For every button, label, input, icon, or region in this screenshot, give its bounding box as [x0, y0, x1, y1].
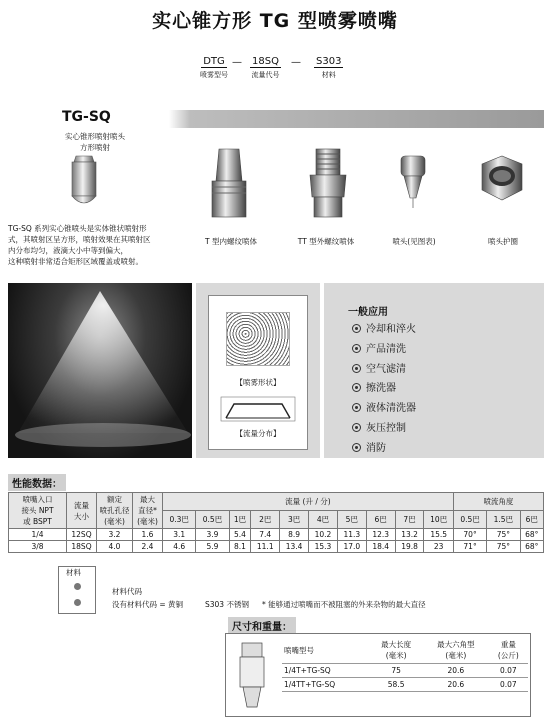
flow-distribution-graph	[220, 396, 296, 422]
applications-heading: 一般应用	[348, 307, 388, 318]
code-part-flow: 18SQ 流量代号	[251, 56, 280, 79]
col-angle: 喷流角度	[453, 493, 543, 511]
pressure-header: 5巴	[337, 511, 366, 529]
nozzle-outline-icon	[236, 641, 268, 713]
pattern-label: 【喷雾形状】	[235, 378, 281, 387]
material-code-label: 材料代码	[112, 587, 142, 596]
table-row: 3/8 18SQ 4.0 2.4 4.6 5.9 8.1 11.1 13.4 15.3 17.0 18.4 19.8 23 71° 75° 68°	[9, 541, 544, 553]
col-flow: 流量 (升 / 分)	[163, 493, 454, 511]
material-note: 没有材料代码 = 黄铜	[112, 600, 184, 609]
pressure-header: 0.3巴	[163, 511, 196, 529]
female-thread-body-icon	[206, 147, 252, 219]
code-dash: —	[232, 57, 242, 68]
performance-table	[8, 492, 544, 553]
spray-pattern-square	[226, 312, 290, 366]
page-title: 实心锥方形 TG 型喷雾喷嘴	[152, 10, 398, 32]
retainer-ring-icon	[478, 154, 526, 202]
section-title: TG-SQ	[62, 109, 111, 125]
table-row: 1/4TT+TG-SQ 58.5 20.6 0.07	[282, 678, 528, 692]
angle-pressure-header: 6巴	[520, 511, 543, 529]
tg-sq-nozzle-icon	[62, 152, 106, 212]
col-orifice: 额定 喷孔孔径 (毫米)	[97, 493, 133, 529]
pressure-header: 1巴	[229, 511, 251, 529]
pressure-header: 6巴	[366, 511, 395, 529]
application-item: 冷却和淬火	[352, 320, 416, 340]
nozzle-caption-1: 实心锥形喷射喷头	[65, 132, 125, 141]
bullet-icon	[352, 403, 361, 412]
pressure-header: 10巴	[424, 511, 453, 529]
material-dot-icon	[74, 599, 81, 606]
performance-heading: 性能数据：	[8, 474, 66, 491]
application-item: 空气滤清	[352, 360, 416, 380]
col-length: 最大长度 (毫米)	[369, 637, 423, 664]
bullet-icon	[352, 364, 361, 373]
col-size: 流量 大小	[67, 493, 97, 529]
applications-list	[352, 320, 416, 459]
part-label-male-body: TT 型外螺纹喷体	[297, 237, 355, 246]
application-item: 灰压控制	[352, 419, 416, 439]
bullet-icon	[352, 324, 361, 333]
application-item: 擦洗器	[352, 379, 416, 399]
bullet-icon	[352, 423, 361, 432]
material-dot-icon	[74, 583, 81, 590]
bullet-icon	[352, 443, 361, 452]
pressure-header: 2巴	[251, 511, 280, 529]
application-item: 产品清洗	[352, 340, 416, 360]
col-model: 喷嘴型号	[282, 637, 369, 664]
angle-pressure-header: 0.5巴	[453, 511, 486, 529]
description: TG-SQ 系列实心锥喷头是实体锥状喷射形 式，其喷射区呈方形，喷射效果在其喷射区 内分布均匀，液滴大小中等到偏大， 这种喷射非常适合矩形区域覆盖或喷射。	[8, 224, 151, 266]
application-item: 消防	[352, 439, 416, 459]
col-inlet: 喷嘴入口 接头 NPT 或 BSPT	[9, 493, 67, 529]
part-label-female-body: T 型内螺纹喷体	[205, 237, 257, 246]
part-label-retainer: 喷头护圈	[488, 237, 518, 246]
dimensions-heading: 尺寸和重量：	[228, 617, 296, 634]
application-item: 液体清洗器	[352, 399, 416, 419]
code-dash: —	[291, 57, 301, 68]
code-part-material: S303 材料	[316, 56, 342, 79]
pressure-header: 3巴	[280, 511, 309, 529]
material-label: 材料	[66, 568, 81, 577]
pressure-header: 4巴	[309, 511, 338, 529]
col-weight: 重量 (公斤)	[489, 637, 528, 664]
col-passage: 最大 直径* (毫米)	[133, 493, 163, 529]
dimensions-table	[282, 637, 528, 692]
nozzle-caption-2: 方形喷射	[80, 143, 110, 152]
bullet-icon	[352, 383, 361, 392]
code-part-model: DTG 喷雾型号	[200, 56, 228, 79]
angle-pressure-header: 1.5巴	[487, 511, 520, 529]
footnote: * 能够通过喷嘴而不被阻塞的外来杂物的最大直径	[262, 600, 426, 609]
pressure-header: 7巴	[395, 511, 424, 529]
part-label-spray-tip: 喷头(见图表)	[392, 237, 436, 246]
table-row: 1/4T+TG-SQ 75 20.6 0.07	[282, 664, 528, 678]
spray-tip-icon	[396, 152, 430, 212]
col-hex: 最大六角型 (毫米)	[423, 637, 489, 664]
spray-photo	[8, 283, 192, 458]
distribution-label: 【流量分布】	[235, 429, 281, 438]
male-thread-body-icon	[304, 147, 352, 219]
table-row: 1/4 12SQ 3.2 1.6 3.1 3.9 5.4 7.4 8.9 10.2 11.3 12.3 13.2 15.5 70° 75° 68°	[9, 529, 544, 541]
bullet-icon	[352, 344, 361, 353]
pressure-header: 0.5巴	[196, 511, 229, 529]
material-s303: S303 不锈钢	[205, 600, 249, 609]
